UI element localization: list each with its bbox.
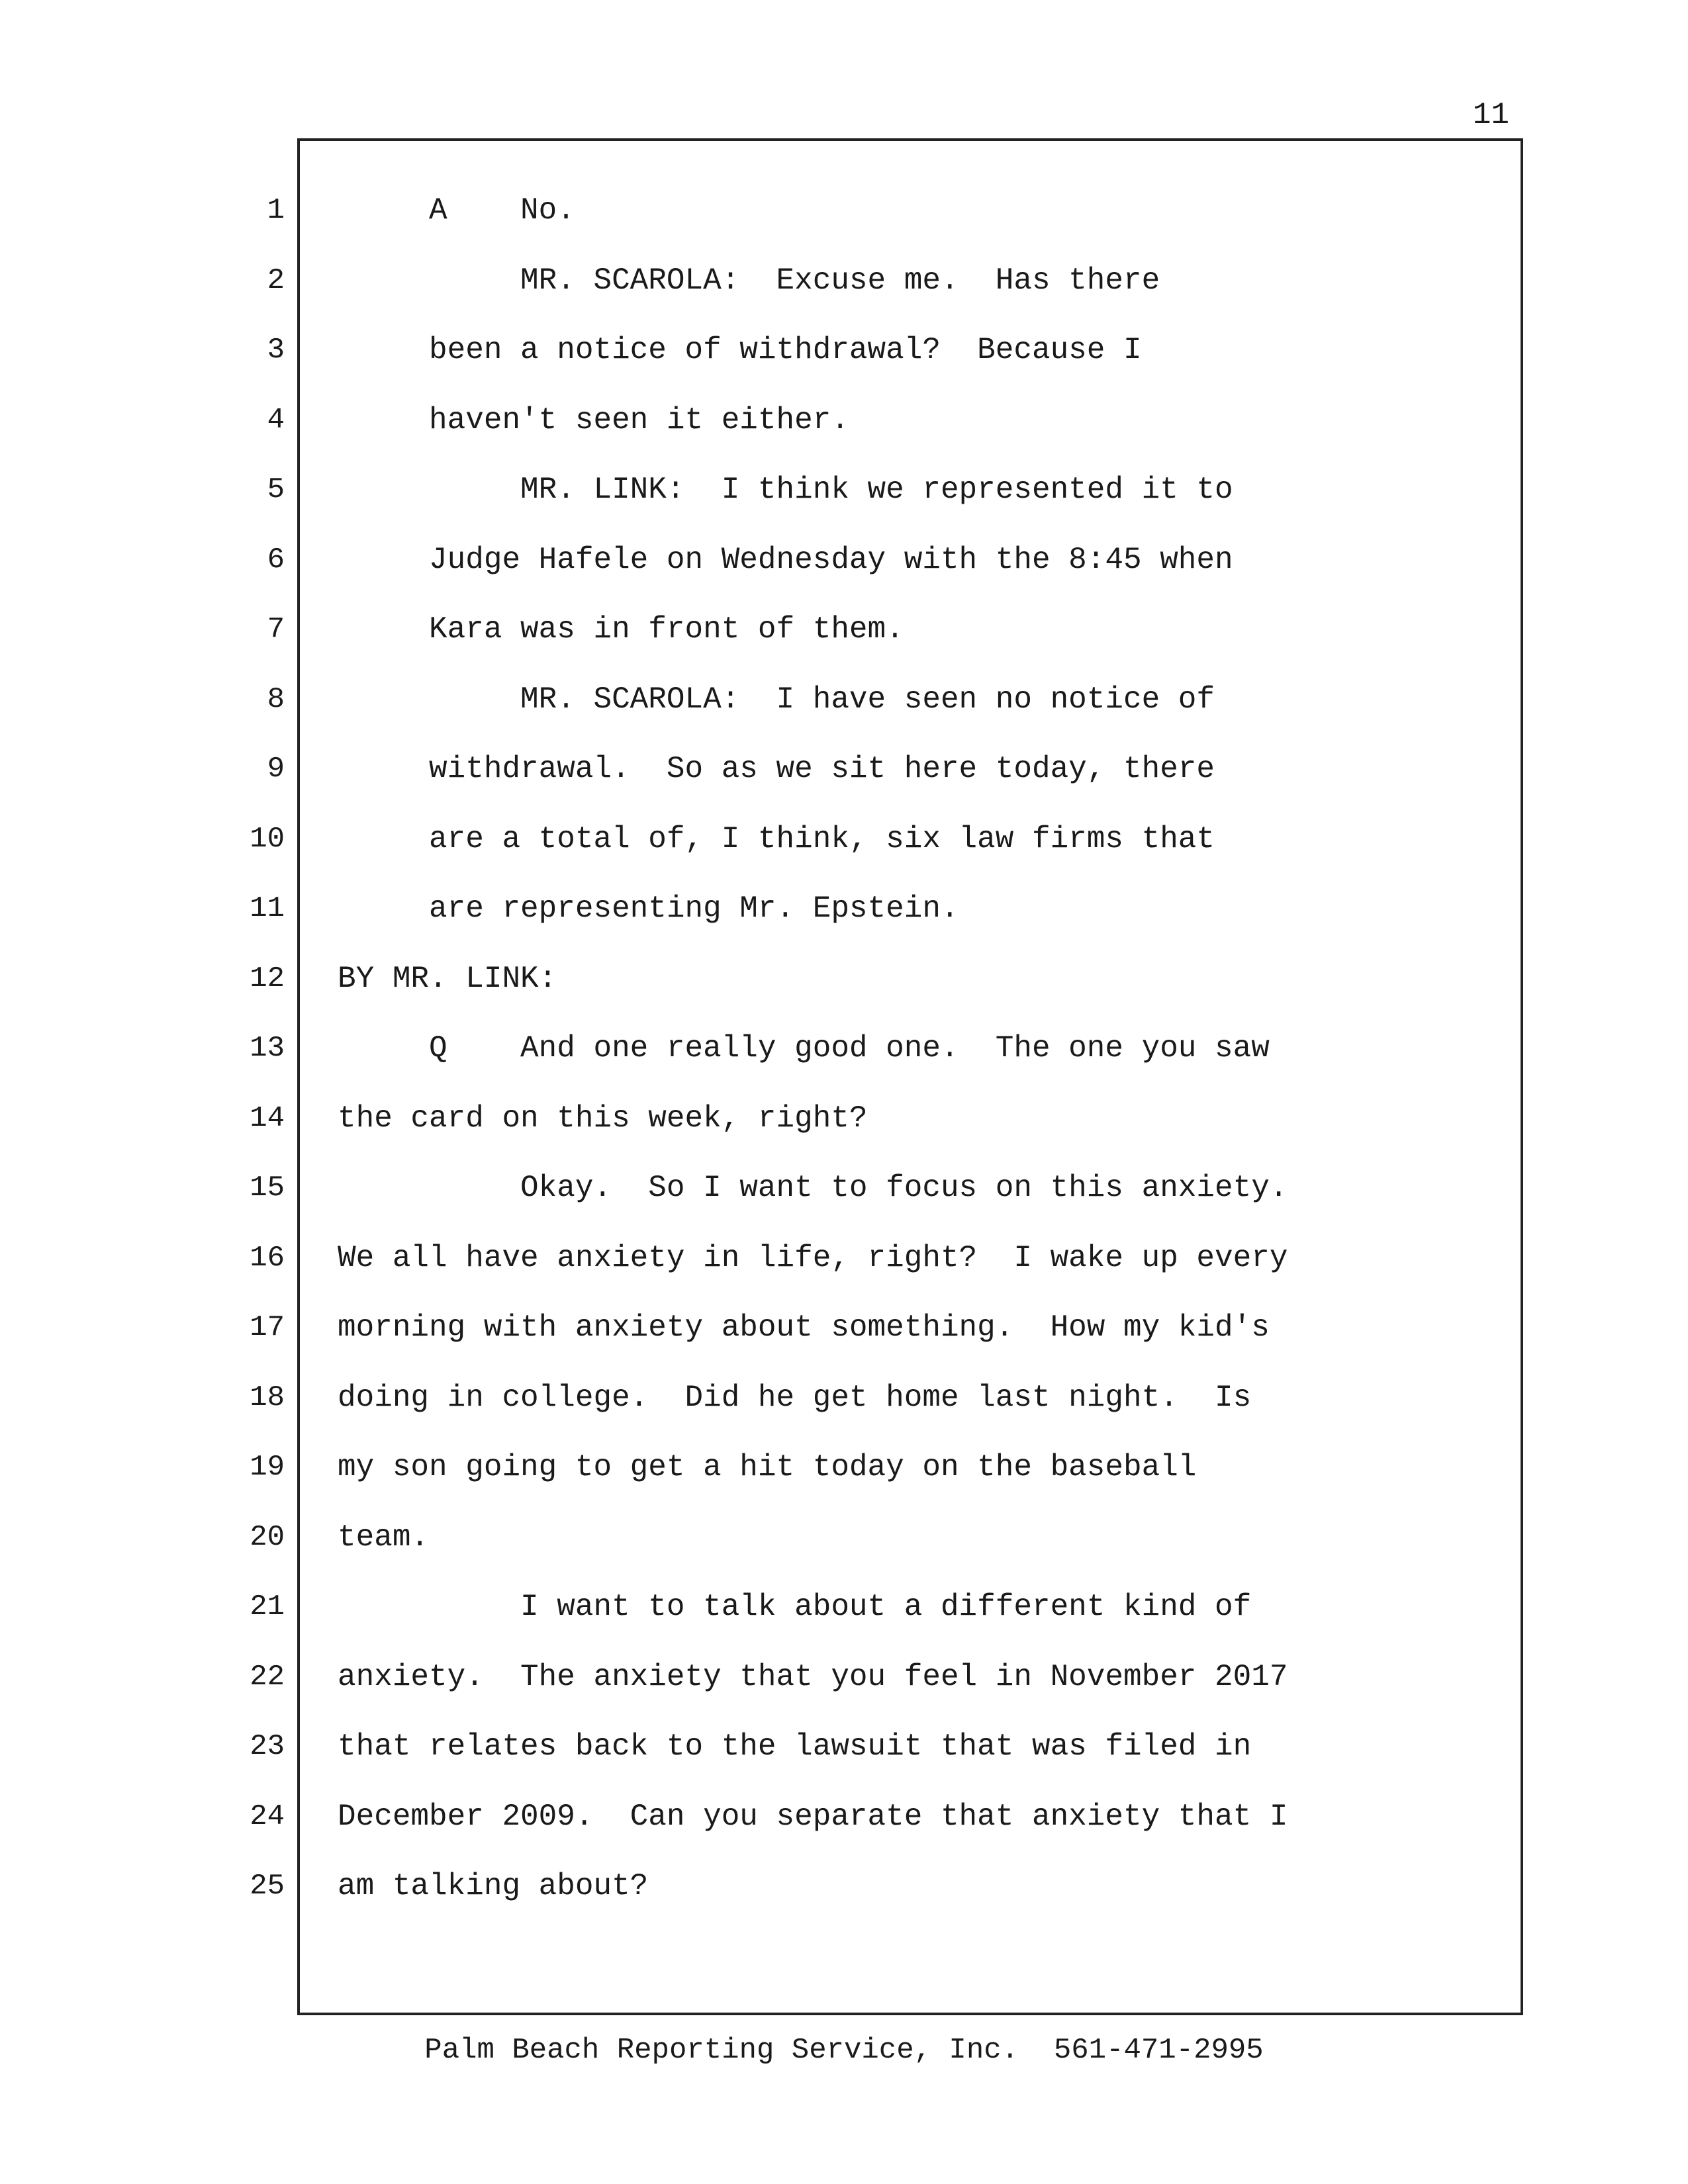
line-number: 18 (250, 1381, 285, 1414)
transcript-line: Judge Hafele on Wednesday with the 8:45 when (338, 542, 1233, 577)
transcript-line: am talking about? (338, 1869, 649, 1903)
transcript-line: are a total of, I think, six law firms that (338, 821, 1215, 856)
transcript-line: the card on this week, right? (338, 1101, 868, 1136)
line-number: 8 (267, 682, 285, 716)
transcript-line: Kara was in front of them. (338, 612, 904, 647)
line-number: 14 (250, 1101, 285, 1135)
transcript-line: MR. LINK: I think we represented it to (338, 473, 1233, 507)
transcript-line: haven't seen it either. (338, 402, 849, 437)
line-number: 2 (267, 263, 285, 297)
line-number: 25 (250, 1870, 285, 1903)
transcript-line: Okay. So I want to focus on this anxiety. (338, 1171, 1288, 1205)
transcript-line: BY MR. LINK: (338, 961, 557, 996)
footer: Palm Beach Reporting Service, Inc. 561-471-2995 (424, 2034, 1264, 2067)
line-number: 13 (250, 1032, 285, 1065)
transcript-text (338, 192, 1503, 1938)
line-number: 20 (250, 1520, 285, 1554)
line-number: 15 (250, 1171, 285, 1205)
transcript-line: withdrawal. So as we sit here today, there (338, 752, 1215, 786)
transcript-line: are representing Mr. Epstein. (338, 891, 959, 926)
line-number: 9 (267, 752, 285, 786)
transcript-line: December 2009. Can you separate that anxiety that I (338, 1799, 1288, 1834)
line-number: 5 (267, 473, 285, 506)
transcript-line: We all have anxiety in life, right? I wake up every (338, 1240, 1288, 1275)
transcript-line: MR. SCAROLA: I have seen no notice of (338, 682, 1215, 717)
transcript-line: I want to talk about a different kind of (338, 1590, 1252, 1624)
line-number: 10 (250, 822, 285, 856)
transcript-line: anxiety. The anxiety that you feel in November 2017 (338, 1659, 1288, 1694)
line-number: 12 (250, 962, 285, 995)
line-number: 22 (250, 1660, 285, 1694)
page-number: 11 (1472, 98, 1509, 132)
line-number: 21 (250, 1590, 285, 1623)
transcript-line: doing in college. Did he get home last night. Is (338, 1380, 1252, 1415)
transcript-line: A No. (338, 193, 575, 228)
line-number: 11 (250, 892, 285, 925)
line-number: 17 (250, 1311, 285, 1344)
line-number: 3 (267, 334, 285, 367)
line-number: 4 (267, 403, 285, 437)
transcript-line: morning with anxiety about something. How my kid's (338, 1310, 1270, 1345)
transcript-line: been a notice of withdrawal? Because I (338, 333, 1142, 367)
line-number: 19 (250, 1451, 285, 1484)
line-number: 23 (250, 1730, 285, 1763)
line-number-column (218, 192, 285, 1938)
line-number: 7 (267, 613, 285, 646)
transcript-line: my son going to get a hit today on the baseball (338, 1450, 1197, 1484)
line-number: 1 (267, 194, 285, 227)
transcript-line: Q And one really good one. The one you saw (338, 1031, 1270, 1066)
line-number: 16 (250, 1241, 285, 1275)
transcript-line: team. (338, 1520, 430, 1555)
line-number: 24 (250, 1799, 285, 1833)
line-number: 6 (267, 543, 285, 576)
transcript-line: MR. SCAROLA: Excuse me. Has there (338, 263, 1160, 298)
transcript-line: that relates back to the lawsuit that was filed in (338, 1729, 1252, 1764)
